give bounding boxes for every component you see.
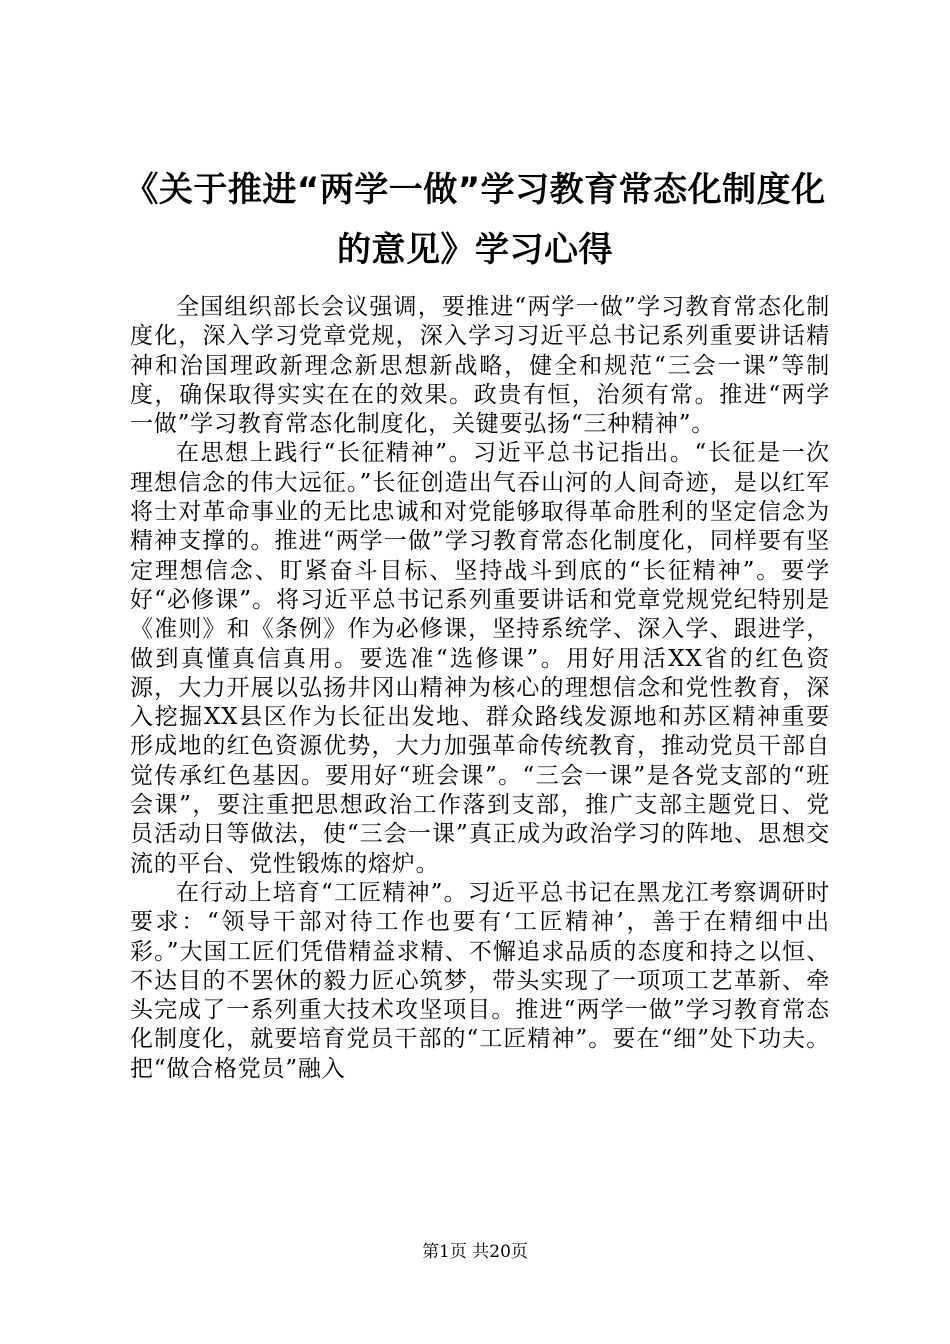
- document-title: 《关于推进“两学一做”学习教育常态化制度化的意见》学习心得: [124, 170, 826, 270]
- document-body: [130, 293, 830, 1084]
- paragraph-intro: 全国组织部长会议强调，要推进“两学一做”学习教育常态化制度化，深入学习党章党规，深入学习习近平总书记系列重要讲话精神和治国理政新理念新思想新战略，健全和规范“三会一课”等制度，确保取得实实在在的效果。政贵有恒，治须有常。推进“两学一做”学习教育常态化制度化，关键要弘扬“三种精神”。: [130, 294, 830, 438]
- paragraph-craftsman-spirit: 在行动上培育“工匠精神”。习近平总书记在黑龙江考察调研时要求：“领导干部对待工作也要有‘工匠精神’，善于在精细中出彩。”大国工匠们凭借精益求精、不懈追求品质的态度和持之以恒、不达目的不罢休的毅力匠心筑梦，带头实现了一项项工艺革新、牵头完成了一系列重大技术攻坚项目。推进“两学一做”学习教育常态化制度化，就要培育党员干部的“工匠精神”。要在“细”处下功夫。把“做合格党员”融入: [130, 879, 830, 1082]
- paragraph-long-march-spirit: 在思想上践行“长征精神”。习近平总书记指出。“长征是一次理想信念的伟大远征。”长征创造出气吞山河的人间奇迹，是以红军将士对革命事业的无比忠诚和对党能够取得革命胜利的坚定信念为精神支撑的。推进“两学一做”学习教育常态化制度化，同样要有坚定理想信念、盯紧奋斗目标、坚持战斗到底的“长征精神”。要学好“必修课”。将习近平总书记系列重要讲话和党章党规党纪特别是《准则》和《条例》作为必修课，坚持系统学、深入学、跟进学，做到真懂真信真用。要选准“选修课”。用好用活XX省的红色资源，大力开展以弘扬井冈山精神为核心的理想信念和党性教育，深入挖掘XX县区作为长征出发地、群众路线发源地和苏区精神重要形成地的红色资源优势，大力加强革命传统教育，推动党员干部自觉传承红色基因。要用好“班会课”。“三会一课”是各党支部的“班会课”，要注重把思想政治工作落到支部，推广支部主题党日、党员活动日等做法，使“三会一课”真正成为政治学习的阵地、思想交流的平台、党性锻炼的熔炉。: [130, 440, 830, 877]
- page-number-footer: 第1页 共20页: [422, 1242, 528, 1262]
